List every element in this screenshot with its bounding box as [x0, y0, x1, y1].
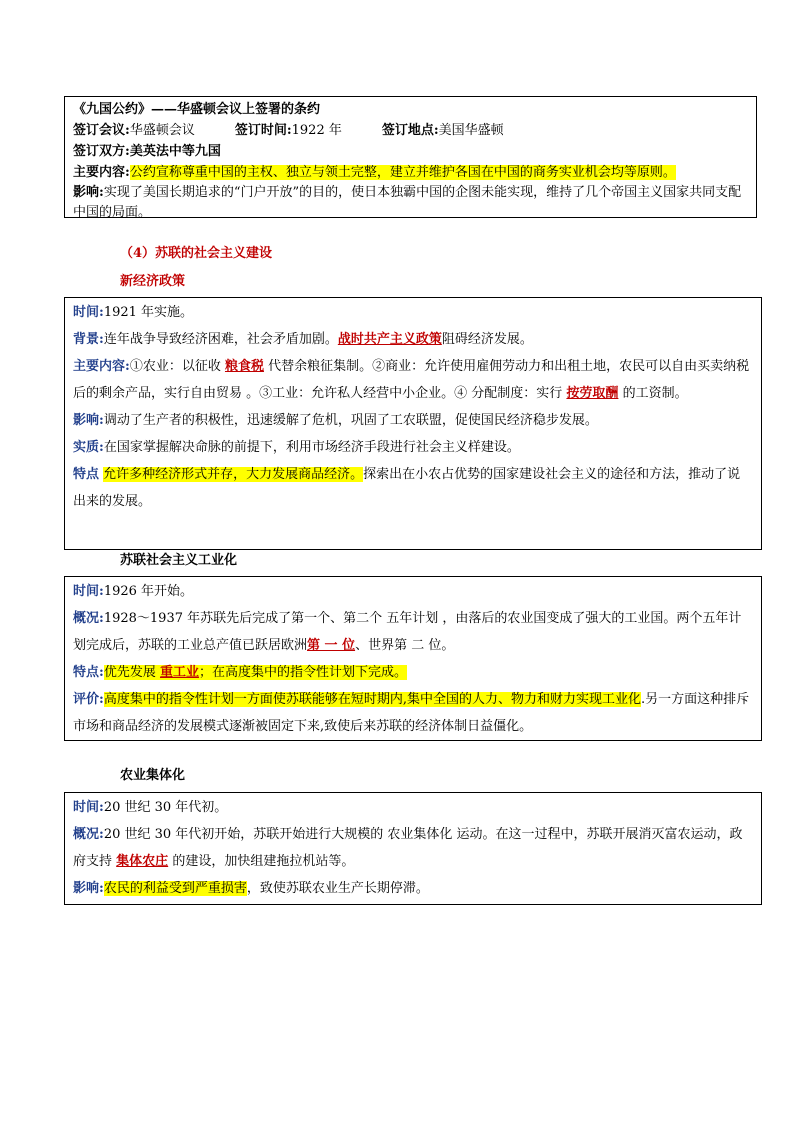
- col-impact-row: [73, 875, 753, 902]
- highlight: 高度集中的指令性计划一方面使苏联能够在短时期内,集中全国的人力、物力和财力实现工业化: [103, 692, 641, 707]
- label: 签订时间:: [234, 123, 292, 138]
- label: 实质:: [73, 440, 104, 455]
- label: 特点: [73, 467, 100, 482]
- label: 主要内容:: [73, 165, 130, 180]
- value: 探索出在小农占优势的国家建设社会主义的途径和方法，推动了说出来的发展。: [73, 467, 741, 509]
- keyword: 战时共产主义政策: [337, 332, 442, 347]
- section-title: （4）苏联的社会主义建设: [120, 246, 273, 261]
- label: 影响:: [73, 413, 104, 428]
- treaty-parties-row: [73, 141, 748, 162]
- value: 连年战争导致经济困难，社会矛盾加剧。: [103, 332, 338, 347]
- col-heading: 农业集体化: [120, 768, 186, 783]
- label: 概况:: [73, 611, 104, 626]
- ind-time-row: [73, 578, 753, 605]
- keyword: 粮食税: [224, 359, 264, 374]
- col-overview-row: [73, 821, 753, 875]
- label: 特点:: [73, 665, 104, 680]
- value: 调动了生产者的积极性，迅速缓解了危机，巩固了工农联盟，促使国民经济稳步发展。: [103, 413, 598, 428]
- nep-content-row: [73, 353, 753, 407]
- label: 时间:: [73, 584, 104, 599]
- treaty-meeting-row: [73, 120, 748, 141]
- nep-impact-row: [73, 407, 753, 434]
- treaty-box: [64, 96, 757, 218]
- label: 评价:: [73, 692, 104, 707]
- value: 代替余粮征集制。②商业：允许使用雇佣劳动力和出租土地，农民可以自由买卖纳税后的剩余产品，实行自由贸易 。③工业：允许私人经营中小企业。④ 分配制度：实行: [73, 359, 750, 401]
- ind-feature-row: [73, 659, 753, 686]
- value: 阻碍经济发展。: [441, 332, 533, 347]
- treaty-content-row: [73, 162, 748, 183]
- treaty-title: 《九国公约》——华盛顿会议上签署的条约: [73, 102, 321, 117]
- value: 1928～1937 年苏联先后完成了第一个、第二个 五年计划 ，由落后的农业国变成了强大的工业国。两个五年计划完成后，苏联的工业总产值已跃居欧洲: [73, 611, 742, 653]
- nep-feature-row: [73, 461, 753, 515]
- value: .另一方面这种排斥市场和商品经济的发展模式逐渐被固定下来,致使后来苏联的经济体制日益僵化。: [73, 692, 750, 734]
- label: 签订双方:: [73, 144, 130, 159]
- nep-box: [64, 297, 762, 550]
- label: 主要内容:: [73, 359, 130, 374]
- value: 的工资制。: [622, 386, 688, 401]
- value: 1926 年开始。: [103, 584, 194, 599]
- label: 签订会议:: [73, 123, 130, 138]
- nep-essence-row: [73, 434, 753, 461]
- keyword: 第 一 位: [307, 638, 356, 653]
- label: 影响:: [73, 185, 104, 200]
- ind-eval-row: [73, 686, 753, 740]
- industrialization-box: [64, 576, 762, 741]
- value: 优先发展: [103, 665, 156, 680]
- value: ①农业：以征收: [129, 359, 221, 374]
- highlight: 公约宣称尊重中国的主权、独立与领土完整，建立并维护各国在中国的商务实业机会均等原则。: [129, 165, 676, 180]
- value: ，致使苏联农业生产长期停滞。: [246, 881, 429, 896]
- highlight: [104, 665, 407, 680]
- nep-bg-row: [73, 326, 753, 353]
- value: 在国家掌握解决命脉的前提下，利用市场经济手段进行社会主义样建设。: [103, 440, 520, 455]
- value: 的建设，加快组建拖拉机站等。: [172, 854, 355, 869]
- value: 1922 年: [291, 123, 342, 138]
- label: 签订地点:: [381, 123, 439, 138]
- treaty-impact-row: [73, 183, 748, 223]
- value: 美英法中等九国: [129, 144, 221, 159]
- label: 概况:: [73, 827, 104, 842]
- keyword: 重工业: [159, 665, 199, 680]
- nep-time-row: [73, 299, 753, 326]
- value: 20 世纪 30 年代初开始，苏联开始进行大规模的 农业集体化 运动。在这一过程中，苏联开展消灭富农运动，政府支持: [73, 827, 743, 869]
- value: 华盛顿会议: [129, 123, 195, 138]
- value: 20 世纪 30 年代初。: [103, 800, 228, 815]
- highlight: 允许多种经济形式并存，大力发展商品经济。: [103, 467, 364, 482]
- label: 影响:: [73, 881, 104, 896]
- label: 时间:: [73, 305, 104, 320]
- nep-heading: 新经济政策: [120, 274, 186, 289]
- value: ；在高度集中的指令性计划下完成。: [198, 665, 407, 680]
- keyword: 集体农庄: [116, 854, 169, 869]
- value: 、世界第 二 位。: [355, 638, 455, 653]
- value: 1921 年实施。: [103, 305, 194, 320]
- value: 实现了美国长期追求的“门户开放”的目的，使日本独霸中国的企图未能实现，维持了几个帝国主义国家共同支配中国的局面。: [73, 185, 742, 220]
- ind-overview-row: [73, 605, 753, 659]
- collectivization-box: [64, 792, 762, 905]
- keyword: 按劳取酬: [566, 386, 619, 401]
- label: 时间:: [73, 800, 104, 815]
- highlight: 农民的利益受到严重损害: [103, 881, 247, 896]
- value: 美国华盛顿: [438, 123, 504, 138]
- col-time-row: [73, 794, 753, 821]
- ind-heading: 苏联社会主义工业化: [120, 553, 238, 568]
- label: 背景:: [73, 332, 104, 347]
